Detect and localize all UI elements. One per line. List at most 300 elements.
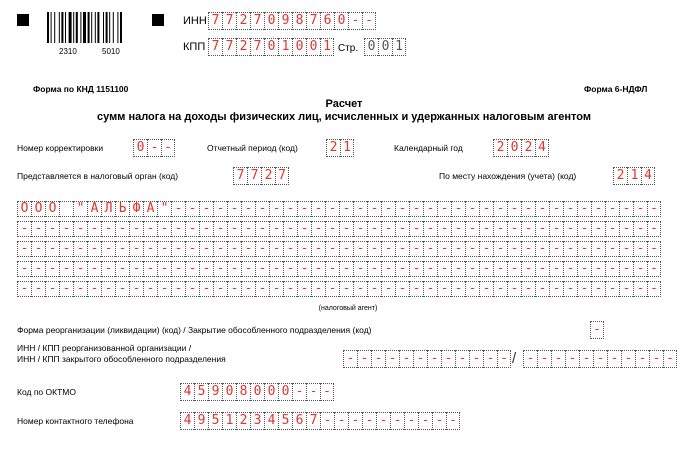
tax-agent-name-cell[interactable]: - <box>297 281 311 297</box>
page-cells-cell[interactable]: 0 <box>378 38 392 56</box>
reorg-inn-cells-cell[interactable]: - <box>441 350 455 368</box>
authority-cells-cell[interactable]: 7 <box>275 167 289 185</box>
tax-agent-name-cell[interactable]: - <box>367 261 381 277</box>
correction-cells[interactable] <box>133 139 175 157</box>
reorg-inn-cells-cell[interactable]: - <box>357 350 371 368</box>
inn-cells-cell[interactable]: 0 <box>264 12 278 30</box>
tax-agent-name-cell[interactable]: - <box>143 241 157 257</box>
reorg-kpp-cells-cell[interactable]: - <box>635 350 649 368</box>
tax-agent-name-cell[interactable]: - <box>297 261 311 277</box>
phone-cells-cell[interactable]: - <box>432 412 446 430</box>
tax-agent-name-cell[interactable]: - <box>409 221 423 237</box>
tax-agent-name-cell[interactable]: - <box>101 241 115 257</box>
tax-agent-name-cell[interactable]: - <box>507 281 521 297</box>
period-cells-cell[interactable]: 1 <box>340 139 354 157</box>
tax-agent-name-cell[interactable]: - <box>339 281 353 297</box>
reorg-inn-cells-cell[interactable]: - <box>385 350 399 368</box>
tax-agent-name-cell[interactable]: - <box>87 281 101 297</box>
inn-cells-cell[interactable]: - <box>362 12 376 30</box>
phone-cells-cell[interactable]: - <box>404 412 418 430</box>
phone-cells-cell[interactable]: 4 <box>264 412 278 430</box>
oktmo-cells-cell[interactable]: 8 <box>236 383 250 401</box>
tax-agent-name-cell[interactable]: - <box>73 261 87 277</box>
tax-agent-name-cell[interactable]: - <box>563 221 577 237</box>
location-cells[interactable] <box>613 167 655 185</box>
oktmo-cells-cell[interactable]: 0 <box>264 383 278 401</box>
tax-agent-name-cell[interactable]: - <box>437 201 451 217</box>
reorg-kpp-cells-cell[interactable]: - <box>523 350 537 368</box>
authority-cells-cell[interactable]: 2 <box>261 167 275 185</box>
tax-agent-name-cell[interactable]: - <box>255 281 269 297</box>
inn-cells-cell[interactable]: 7 <box>208 12 222 30</box>
tax-agent-name-cell[interactable]: - <box>311 201 325 217</box>
tax-agent-name-cell[interactable]: - <box>423 201 437 217</box>
tax-agent-name-cell[interactable]: - <box>409 281 423 297</box>
tax-agent-name-cell[interactable]: - <box>465 261 479 277</box>
inn-cells-cell[interactable]: - <box>348 12 362 30</box>
tax-agent-name-cell[interactable]: - <box>59 241 73 257</box>
tax-agent-name-cell[interactable]: - <box>17 241 31 257</box>
tax-agent-name-cell[interactable]: - <box>241 201 255 217</box>
authority-cells-cell[interactable]: 7 <box>233 167 247 185</box>
tax-agent-name-cell[interactable]: - <box>577 281 591 297</box>
tax-agent-name-cell[interactable]: - <box>493 201 507 217</box>
tax-agent-name-cell[interactable]: - <box>353 281 367 297</box>
year-cells[interactable] <box>493 139 549 157</box>
authority-cells[interactable] <box>233 167 289 185</box>
kpp-cells-cell[interactable]: 7 <box>222 38 236 56</box>
phone-cells-cell[interactable]: 1 <box>222 412 236 430</box>
inn-cells-cell[interactable]: 8 <box>292 12 306 30</box>
tax-agent-name-cell[interactable]: - <box>493 281 507 297</box>
year-cells-cell[interactable]: 2 <box>493 139 507 157</box>
tax-agent-name-cell[interactable]: - <box>213 241 227 257</box>
period-cells[interactable] <box>326 139 354 157</box>
tax-agent-name-cell[interactable]: - <box>199 241 213 257</box>
tax-agent-name-cell[interactable]: " <box>157 201 171 217</box>
tax-agent-name-cell[interactable]: - <box>31 241 45 257</box>
tax-agent-name-cell[interactable]: - <box>227 241 241 257</box>
tax-agent-name-cell[interactable]: - <box>129 241 143 257</box>
tax-agent-name-cell[interactable]: - <box>227 261 241 277</box>
tax-agent-name-cell[interactable]: - <box>367 281 381 297</box>
reorg-inn-cells-cell[interactable]: - <box>399 350 413 368</box>
tax-agent-name-cell[interactable]: - <box>101 221 115 237</box>
tax-agent-name-cell[interactable]: - <box>577 261 591 277</box>
oktmo-cells-cell[interactable]: 4 <box>180 383 194 401</box>
oktmo-cells-cell[interactable]: 9 <box>208 383 222 401</box>
phone-cells-cell[interactable]: - <box>390 412 404 430</box>
tax-agent-name-cell[interactable]: А <box>143 201 157 217</box>
tax-agent-name-cell[interactable]: - <box>171 221 185 237</box>
tax-agent-name-cell[interactable]: - <box>255 221 269 237</box>
tax-agent-name-cell[interactable]: - <box>325 221 339 237</box>
oktmo-cells-cell[interactable]: 0 <box>222 383 236 401</box>
tax-agent-name-cell[interactable]: - <box>479 261 493 277</box>
tax-agent-name-cell[interactable]: - <box>647 261 661 277</box>
tax-agent-name-cell[interactable]: - <box>423 241 437 257</box>
tax-agent-name-cell[interactable]: Ь <box>115 201 129 217</box>
tax-agent-name-cell[interactable]: - <box>367 221 381 237</box>
tax-agent-name-cell[interactable]: - <box>521 261 535 277</box>
oktmo-cells-cell[interactable]: 0 <box>250 383 264 401</box>
correction-cells-cell[interactable]: 0 <box>133 139 147 157</box>
reorg-kpp-cells-cell[interactable]: - <box>537 350 551 368</box>
tax-agent-name-cell[interactable]: - <box>381 241 395 257</box>
phone-cells-cell[interactable]: 7 <box>306 412 320 430</box>
tax-agent-name-row[interactable] <box>17 261 661 277</box>
tax-agent-name-cell[interactable]: - <box>129 221 143 237</box>
tax-agent-name-cell[interactable]: - <box>563 261 577 277</box>
tax-agent-name-cell[interactable]: - <box>283 221 297 237</box>
tax-agent-name-cell[interactable]: - <box>227 201 241 217</box>
inn-cells-cell[interactable]: 0 <box>334 12 348 30</box>
phone-cells-cell[interactable]: 3 <box>250 412 264 430</box>
tax-agent-name-cell[interactable]: - <box>297 201 311 217</box>
tax-agent-name-cell[interactable]: - <box>479 201 493 217</box>
oktmo-cells-cell[interactable]: - <box>306 383 320 401</box>
tax-agent-name-cell[interactable]: - <box>129 281 143 297</box>
inn-cells-cell[interactable]: 2 <box>236 12 250 30</box>
tax-agent-name-cell[interactable]: - <box>451 221 465 237</box>
phone-cells-cell[interactable]: - <box>362 412 376 430</box>
tax-agent-name-cell[interactable]: - <box>325 261 339 277</box>
tax-agent-name-cell[interactable]: - <box>59 281 73 297</box>
tax-agent-name-cell[interactable]: - <box>577 201 591 217</box>
year-cells-cell[interactable]: 0 <box>507 139 521 157</box>
tax-agent-name-cell[interactable]: - <box>507 221 521 237</box>
tax-agent-name-cell[interactable]: - <box>17 261 31 277</box>
tax-agent-name-cell[interactable]: - <box>633 281 647 297</box>
reorg-kpp-cells-cell[interactable]: - <box>607 350 621 368</box>
tax-agent-name-cell[interactable]: - <box>395 261 409 277</box>
tax-agent-name-cell[interactable]: - <box>521 201 535 217</box>
tax-agent-name-cell[interactable]: - <box>31 261 45 277</box>
inn-cells-cell[interactable]: 7 <box>250 12 264 30</box>
tax-agent-name-cell[interactable]: - <box>437 241 451 257</box>
phone-cells-cell[interactable]: 2 <box>236 412 250 430</box>
tax-agent-name-cell[interactable]: О <box>17 201 31 217</box>
tax-agent-name-cell[interactable]: - <box>157 221 171 237</box>
tax-agent-name-cell[interactable]: - <box>269 221 283 237</box>
tax-agent-name-cell[interactable]: - <box>157 241 171 257</box>
tax-agent-name-cell[interactable]: - <box>437 261 451 277</box>
location-cells-cell[interactable]: 2 <box>613 167 627 185</box>
tax-agent-name-cell[interactable]: - <box>535 281 549 297</box>
tax-agent-name-cell[interactable]: - <box>563 201 577 217</box>
tax-agent-name-cell[interactable]: - <box>283 281 297 297</box>
reorg-cells-cell[interactable]: - <box>590 321 604 339</box>
tax-agent-name-cell[interactable]: - <box>577 221 591 237</box>
tax-agent-name-cell[interactable]: - <box>479 281 493 297</box>
tax-agent-name-cell[interactable]: - <box>395 221 409 237</box>
tax-agent-name-cell[interactable]: - <box>255 241 269 257</box>
tax-agent-name-cell[interactable]: - <box>73 221 87 237</box>
tax-agent-name-cell[interactable]: - <box>451 241 465 257</box>
tax-agent-name-cell[interactable]: - <box>605 221 619 237</box>
tax-agent-name-cell[interactable]: - <box>465 241 479 257</box>
tax-agent-name-cell[interactable]: - <box>339 201 353 217</box>
tax-agent-name-cell[interactable]: - <box>87 241 101 257</box>
tax-agent-name-cell[interactable]: - <box>367 241 381 257</box>
tax-agent-name-cell[interactable]: - <box>451 261 465 277</box>
tax-agent-name-cell[interactable]: - <box>31 281 45 297</box>
tax-agent-name-cell[interactable]: Л <box>101 201 115 217</box>
kpp-cells-cell[interactable]: 2 <box>236 38 250 56</box>
tax-agent-name-cell[interactable]: - <box>535 241 549 257</box>
location-cells-cell[interactable]: 1 <box>627 167 641 185</box>
tax-agent-name-cell[interactable]: - <box>143 261 157 277</box>
reorg-kpp-cells-cell[interactable]: - <box>593 350 607 368</box>
tax-agent-name-cell[interactable]: - <box>115 281 129 297</box>
tax-agent-name-cell[interactable]: - <box>339 221 353 237</box>
tax-agent-name-cell[interactable]: - <box>591 201 605 217</box>
tax-agent-name-cell[interactable]: - <box>311 281 325 297</box>
correction-cells-cell[interactable]: - <box>161 139 175 157</box>
tax-agent-name-cell[interactable] <box>59 201 73 217</box>
page-cells[interactable] <box>364 38 406 56</box>
tax-agent-name-cell[interactable]: - <box>605 281 619 297</box>
tax-agent-name-cell[interactable]: - <box>325 201 339 217</box>
inn-cells[interactable] <box>208 12 376 30</box>
tax-agent-name-cell[interactable]: - <box>143 221 157 237</box>
tax-agent-name-cell[interactable]: - <box>227 221 241 237</box>
tax-agent-name-cell[interactable]: - <box>283 261 297 277</box>
oktmo-cells-cell[interactable]: - <box>292 383 306 401</box>
tax-agent-name-cell[interactable]: - <box>311 221 325 237</box>
phone-cells-cell[interactable]: 5 <box>208 412 222 430</box>
tax-agent-name-cell[interactable]: - <box>423 281 437 297</box>
tax-agent-name-cell[interactable]: - <box>339 261 353 277</box>
tax-agent-name-cell[interactable]: - <box>73 241 87 257</box>
tax-agent-name-cell[interactable]: - <box>171 281 185 297</box>
period-cells-cell[interactable]: 2 <box>326 139 340 157</box>
kpp-cells-cell[interactable]: 0 <box>306 38 320 56</box>
oktmo-cells-cell[interactable]: 0 <box>278 383 292 401</box>
tax-agent-name-cell[interactable]: - <box>521 241 535 257</box>
tax-agent-name-cell[interactable]: - <box>507 201 521 217</box>
tax-agent-name-cell[interactable]: - <box>521 221 535 237</box>
tax-agent-name-cell[interactable]: - <box>171 201 185 217</box>
tax-agent-name-cell[interactable]: О <box>45 201 59 217</box>
tax-agent-name-cell[interactable]: - <box>157 281 171 297</box>
tax-agent-name-cell[interactable]: - <box>479 221 493 237</box>
tax-agent-name-cell[interactable]: О <box>31 201 45 217</box>
tax-agent-name-cell[interactable]: - <box>241 241 255 257</box>
tax-agent-name-cell[interactable]: - <box>619 241 633 257</box>
phone-cells-cell[interactable]: - <box>320 412 334 430</box>
tax-agent-name-cell[interactable]: - <box>171 241 185 257</box>
phone-cells-cell[interactable]: 5 <box>278 412 292 430</box>
inn-cells-cell[interactable]: 7 <box>222 12 236 30</box>
tax-agent-name-cell[interactable]: - <box>381 261 395 277</box>
tax-agent-name-cell[interactable]: - <box>353 221 367 237</box>
tax-agent-name-cell[interactable]: - <box>437 221 451 237</box>
reorg-kpp-cells-cell[interactable]: - <box>551 350 565 368</box>
tax-agent-name-cell[interactable]: - <box>535 221 549 237</box>
tax-agent-name-cell[interactable]: - <box>101 281 115 297</box>
tax-agent-name-cell[interactable]: - <box>451 201 465 217</box>
reorg-kpp-cells-cell[interactable]: - <box>579 350 593 368</box>
tax-agent-name-cell[interactable]: - <box>633 261 647 277</box>
tax-agent-name-cell[interactable]: - <box>619 281 633 297</box>
tax-agent-name-cell[interactable]: - <box>185 281 199 297</box>
tax-agent-name-cell[interactable]: - <box>367 201 381 217</box>
oktmo-cells[interactable] <box>180 383 334 401</box>
kpp-cells[interactable] <box>208 38 334 56</box>
tax-agent-name-cell[interactable]: - <box>563 281 577 297</box>
page-cells-cell[interactable]: 0 <box>364 38 378 56</box>
tax-agent-name-cell[interactable]: - <box>101 261 115 277</box>
reorg-inn-cells[interactable] <box>343 350 511 368</box>
tax-agent-name-cell[interactable]: - <box>73 281 87 297</box>
tax-agent-name-cell[interactable]: - <box>521 281 535 297</box>
tax-agent-name-cell[interactable]: - <box>31 221 45 237</box>
reorg-kpp-cells-cell[interactable]: - <box>621 350 635 368</box>
tax-agent-name-cell[interactable]: - <box>605 241 619 257</box>
phone-cells-cell[interactable]: - <box>446 412 460 430</box>
reorg-inn-cells-cell[interactable]: - <box>413 350 427 368</box>
tax-agent-name-cell[interactable]: - <box>115 261 129 277</box>
tax-agent-name-cell[interactable]: - <box>325 241 339 257</box>
tax-agent-name-cell[interactable]: - <box>213 221 227 237</box>
phone-cells-cell[interactable]: 9 <box>194 412 208 430</box>
tax-agent-name-cell[interactable]: - <box>199 201 213 217</box>
tax-agent-name-cell[interactable]: - <box>213 201 227 217</box>
tax-agent-name-cell[interactable]: - <box>87 261 101 277</box>
inn-cells-cell[interactable]: 7 <box>306 12 320 30</box>
tax-agent-name-cell[interactable]: - <box>269 201 283 217</box>
tax-agent-name-cell[interactable]: - <box>353 261 367 277</box>
tax-agent-name-cell[interactable]: - <box>129 261 143 277</box>
tax-agent-name-cell[interactable]: - <box>507 261 521 277</box>
tax-agent-name-cell[interactable]: - <box>647 281 661 297</box>
tax-agent-name-cell[interactable]: - <box>549 201 563 217</box>
page-cells-cell[interactable]: 1 <box>392 38 406 56</box>
tax-agent-name-cell[interactable]: - <box>465 281 479 297</box>
tax-agent-name-cell[interactable]: - <box>325 281 339 297</box>
phone-cells-cell[interactable]: - <box>418 412 432 430</box>
tax-agent-name-cell[interactable]: - <box>381 281 395 297</box>
tax-agent-name-cell[interactable]: - <box>269 261 283 277</box>
tax-agent-name-row[interactable] <box>17 201 661 217</box>
tax-agent-name-cell[interactable]: - <box>381 221 395 237</box>
tax-agent-name-cell[interactable]: - <box>563 241 577 257</box>
tax-agent-name-cell[interactable]: - <box>395 201 409 217</box>
tax-agent-name-cell[interactable]: " <box>73 201 87 217</box>
tax-agent-name-cell[interactable]: - <box>423 261 437 277</box>
tax-agent-name-cell[interactable]: - <box>647 221 661 237</box>
reorg-inn-cells-cell[interactable]: - <box>497 350 511 368</box>
kpp-cells-cell[interactable]: 1 <box>320 38 334 56</box>
tax-agent-name-cell[interactable]: - <box>591 281 605 297</box>
tax-agent-name-cell[interactable]: - <box>493 261 507 277</box>
tax-agent-name-cell[interactable]: - <box>339 241 353 257</box>
reorg-inn-cells-cell[interactable]: - <box>469 350 483 368</box>
kpp-cells-cell[interactable]: 7 <box>250 38 264 56</box>
tax-agent-name-cell[interactable]: - <box>353 241 367 257</box>
tax-agent-name-cell[interactable]: - <box>227 281 241 297</box>
tax-agent-name-cell[interactable]: - <box>17 221 31 237</box>
year-cells-cell[interactable]: 4 <box>535 139 549 157</box>
tax-agent-name-cell[interactable]: - <box>423 221 437 237</box>
reorg-inn-cells-cell[interactable]: - <box>483 350 497 368</box>
tax-agent-name-cell[interactable]: - <box>409 201 423 217</box>
tax-agent-name-cell[interactable]: - <box>87 221 101 237</box>
tax-agent-name-cell[interactable]: - <box>185 221 199 237</box>
tax-agent-name-cell[interactable]: - <box>143 281 157 297</box>
location-cells-cell[interactable]: 4 <box>641 167 655 185</box>
tax-agent-name-cell[interactable]: - <box>409 261 423 277</box>
tax-agent-name-cell[interactable]: - <box>255 201 269 217</box>
tax-agent-name-cell[interactable]: - <box>535 201 549 217</box>
tax-agent-name-cell[interactable]: - <box>255 261 269 277</box>
tax-agent-name-cell[interactable]: - <box>591 241 605 257</box>
tax-agent-name-cell[interactable]: - <box>115 241 129 257</box>
phone-cells[interactable] <box>180 412 460 430</box>
kpp-cells-cell[interactable]: 0 <box>292 38 306 56</box>
tax-agent-name-row[interactable] <box>17 221 661 237</box>
tax-agent-name-cell[interactable]: - <box>633 221 647 237</box>
phone-cells-cell[interactable]: - <box>334 412 348 430</box>
tax-agent-name-cell[interactable]: - <box>17 281 31 297</box>
tax-agent-name-cell[interactable]: - <box>619 261 633 277</box>
reorg-kpp-cells[interactable] <box>523 350 677 368</box>
tax-agent-name-cell[interactable]: - <box>269 241 283 257</box>
tax-agent-name-cell[interactable]: - <box>241 261 255 277</box>
tax-agent-name-cell[interactable]: - <box>199 221 213 237</box>
tax-agent-name-cell[interactable]: - <box>199 281 213 297</box>
tax-agent-name-cell[interactable]: - <box>185 201 199 217</box>
tax-agent-name-cell[interactable]: - <box>549 221 563 237</box>
tax-agent-name-cell[interactable]: - <box>465 201 479 217</box>
tax-agent-name-cell[interactable]: - <box>451 281 465 297</box>
tax-agent-name-cell[interactable]: - <box>59 261 73 277</box>
reorg-inn-cells-cell[interactable]: - <box>427 350 441 368</box>
reorg-cells[interactable] <box>590 321 604 339</box>
tax-agent-name-cell[interactable]: - <box>241 281 255 297</box>
tax-agent-name-cell[interactable]: - <box>45 241 59 257</box>
tax-agent-name-cell[interactable]: - <box>507 241 521 257</box>
tax-agent-name-row[interactable] <box>17 281 661 297</box>
tax-agent-name-cell[interactable]: - <box>493 221 507 237</box>
tax-agent-name-cell[interactable]: - <box>115 221 129 237</box>
tax-agent-name-cell[interactable]: - <box>241 221 255 237</box>
tax-agent-name-cell[interactable]: - <box>619 201 633 217</box>
reorg-inn-cells-cell[interactable]: - <box>455 350 469 368</box>
year-cells-cell[interactable]: 2 <box>521 139 535 157</box>
tax-agent-name-cell[interactable]: - <box>465 221 479 237</box>
tax-agent-name-row[interactable] <box>17 241 661 257</box>
tax-agent-name-cell[interactable]: - <box>605 201 619 217</box>
reorg-kpp-cells-cell[interactable]: - <box>663 350 677 368</box>
tax-agent-name-cell[interactable]: - <box>591 221 605 237</box>
tax-agent-name-cell[interactable]: - <box>577 241 591 257</box>
tax-agent-name-cell[interactable]: - <box>157 261 171 277</box>
kpp-cells-cell[interactable]: 0 <box>264 38 278 56</box>
tax-agent-name-cell[interactable]: - <box>479 241 493 257</box>
tax-agent-name-cell[interactable]: - <box>283 201 297 217</box>
phone-cells-cell[interactable]: 6 <box>292 412 306 430</box>
tax-agent-name-cell[interactable]: - <box>395 281 409 297</box>
tax-agent-name-cell[interactable]: - <box>549 281 563 297</box>
tax-agent-name-cell[interactable]: Ф <box>129 201 143 217</box>
tax-agent-name-cell[interactable]: - <box>297 241 311 257</box>
kpp-cells-cell[interactable]: 7 <box>208 38 222 56</box>
tax-agent-name-cell[interactable]: - <box>437 281 451 297</box>
tax-agent-name-cell[interactable]: - <box>185 241 199 257</box>
tax-agent-name-cell[interactable]: - <box>171 261 185 277</box>
